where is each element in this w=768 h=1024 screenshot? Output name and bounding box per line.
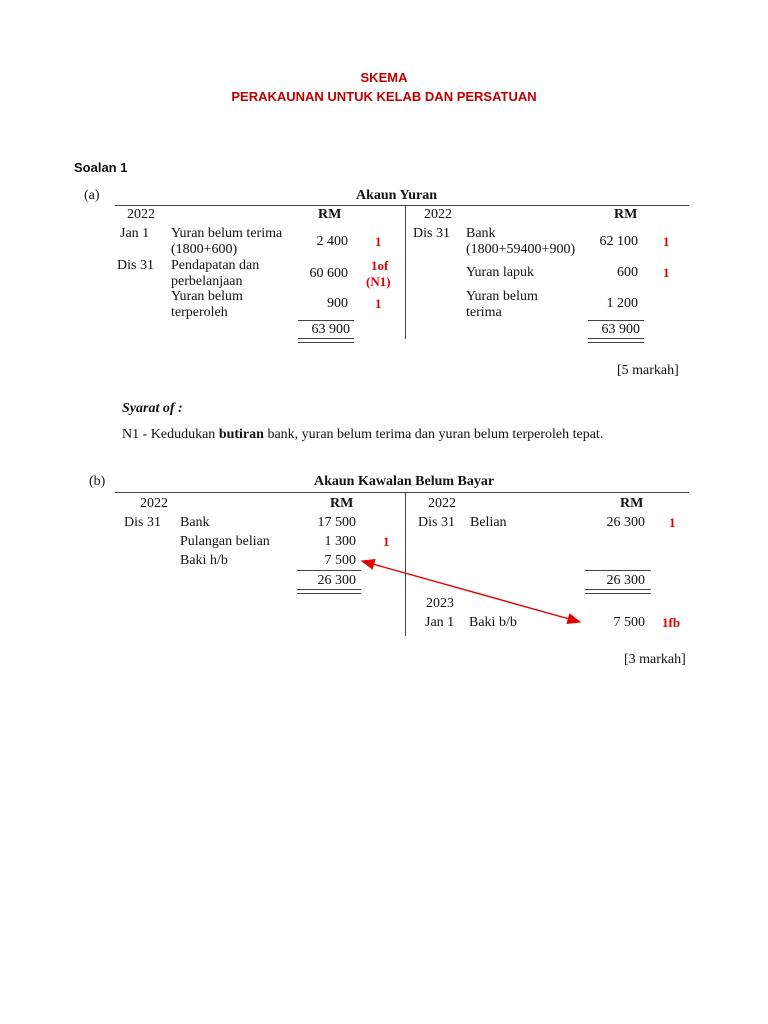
part-b-credit-row1-desc: Belian: [470, 515, 507, 530]
part-a-debit-row2-amount: 60 600: [309, 266, 348, 281]
part-a-debit-year: 2022: [127, 207, 155, 222]
part-a-debit-row2-mark-note: (N1): [366, 274, 391, 289]
part-a-credit-row3-desc2: terima: [466, 305, 502, 320]
part-b-debit-row2-mark: 1: [383, 534, 390, 549]
part-a-credit-row3-desc: Yuran belum: [466, 289, 538, 304]
part-b-debit-row3-desc: Baki h/b: [180, 553, 228, 568]
part-a-debit-row3-desc: Yuran belum: [171, 289, 243, 304]
part-a-debit-row1-mark: 1: [375, 234, 382, 249]
part-a-credit-row1-desc2: (1800+59400+900): [466, 242, 576, 257]
part-a-debit-row1-amount: 2 400: [316, 234, 348, 249]
part-a-debit-row3-mark: 1: [375, 296, 382, 311]
part-a-credit-row3-amount: 1 200: [606, 296, 638, 311]
part-b-credit-rm-header: RM: [620, 496, 644, 511]
part-b-debit-row3-amount: 7 500: [324, 553, 356, 568]
part-b-credit-bd-amount: 7 500: [613, 615, 645, 630]
condition-text-end: bank, yuran belum terima dan yuran belum terperoleh tepat.: [263, 427, 604, 442]
part-a-debit-row1-desc: Yuran belum terima: [171, 226, 283, 241]
part-a-credit-year: 2022: [424, 207, 452, 222]
part-b-debit-rm-header: RM: [330, 496, 354, 511]
part-b-marks: [3 markah]: [624, 652, 686, 667]
part-a-credit-row1-desc: Bank: [466, 226, 496, 241]
part-b-label: (b): [89, 474, 106, 489]
part-a-debit-row1-desc2: (1800+600): [171, 242, 238, 257]
part-b-credit-row1-date: Dis 31: [418, 515, 455, 530]
part-a-credit-row1-amount: 62 100: [599, 234, 638, 249]
condition-text-start: N1 - Kedudukan: [122, 427, 219, 442]
part-b-credit-bd-desc: Baki b/b: [469, 615, 517, 630]
part-a-credit-total: 63 900: [601, 322, 640, 337]
part-a-debit-row2-desc2: perbelanjaan: [171, 274, 243, 289]
condition-text-bold: butiran: [218, 427, 264, 442]
part-b-credit-bd-mark: 1fb: [662, 615, 681, 630]
part-b-debit-total: 26 300: [317, 573, 356, 588]
part-b-credit-year: 2022: [428, 496, 456, 511]
part-a-credit-rm-header: RM: [614, 207, 638, 222]
part-a-debit-row3-amount: 900: [327, 296, 348, 311]
part-b-credit-total: 26 300: [606, 573, 645, 588]
part-a-debit-row3-desc2: terperoleh: [171, 305, 228, 320]
part-b-account-title: Akaun Kawalan Belum Bayar: [314, 474, 495, 489]
part-b-debit-row1-amount: 17 500: [317, 515, 356, 530]
part-a-debit-total: 63 900: [311, 322, 350, 337]
part-b-credit-bd-date: Jan 1: [425, 615, 455, 630]
part-a-credit-row1-date: Dis 31: [413, 226, 450, 241]
part-b-credit-row1-mark: 1: [669, 515, 676, 530]
part-b-debit-row2-amount: 1 300: [324, 534, 356, 549]
part-b-debit-row1-date: Dis 31: [124, 515, 161, 530]
part-a-marks: [5 markah]: [617, 363, 679, 378]
part-a-debit-row2-date: Dis 31: [117, 258, 154, 273]
part-a-credit-row2-mark: 1: [663, 265, 670, 280]
part-b-credit-row1-amount: 26 300: [606, 515, 645, 530]
part-b-debit-row1-desc: Bank: [180, 515, 210, 530]
arrow-line: [362, 561, 580, 622]
part-a-debit-rm-header: RM: [318, 207, 342, 222]
part-b-credit-next-year: 2023: [426, 596, 454, 611]
question-label: Soalan 1: [74, 160, 128, 175]
condition-heading: Syarat of :: [122, 401, 183, 416]
part-a-debit-row2-mark: 1of: [371, 258, 389, 273]
part-a-credit-row1-mark: 1: [663, 234, 670, 249]
part-b-debit-row2-desc: Pulangan belian: [180, 534, 270, 549]
part-a-account-title: Akaun Yuran: [356, 188, 438, 203]
part-a-credit-row2-desc: Yuran lapuk: [466, 265, 535, 280]
document-subtitle: PERAKAUNAN UNTUK KELAB DAN PERSATUAN: [231, 89, 537, 104]
part-a-credit-row2-amount: 600: [617, 265, 638, 280]
part-a-debit-row1-date: Jan 1: [120, 226, 150, 241]
document-title: SKEMA: [360, 70, 408, 85]
part-a-label: (a): [84, 188, 100, 203]
part-b-debit-year: 2022: [140, 496, 168, 511]
part-a-debit-row2-desc: Pendapatan dan: [171, 258, 260, 273]
